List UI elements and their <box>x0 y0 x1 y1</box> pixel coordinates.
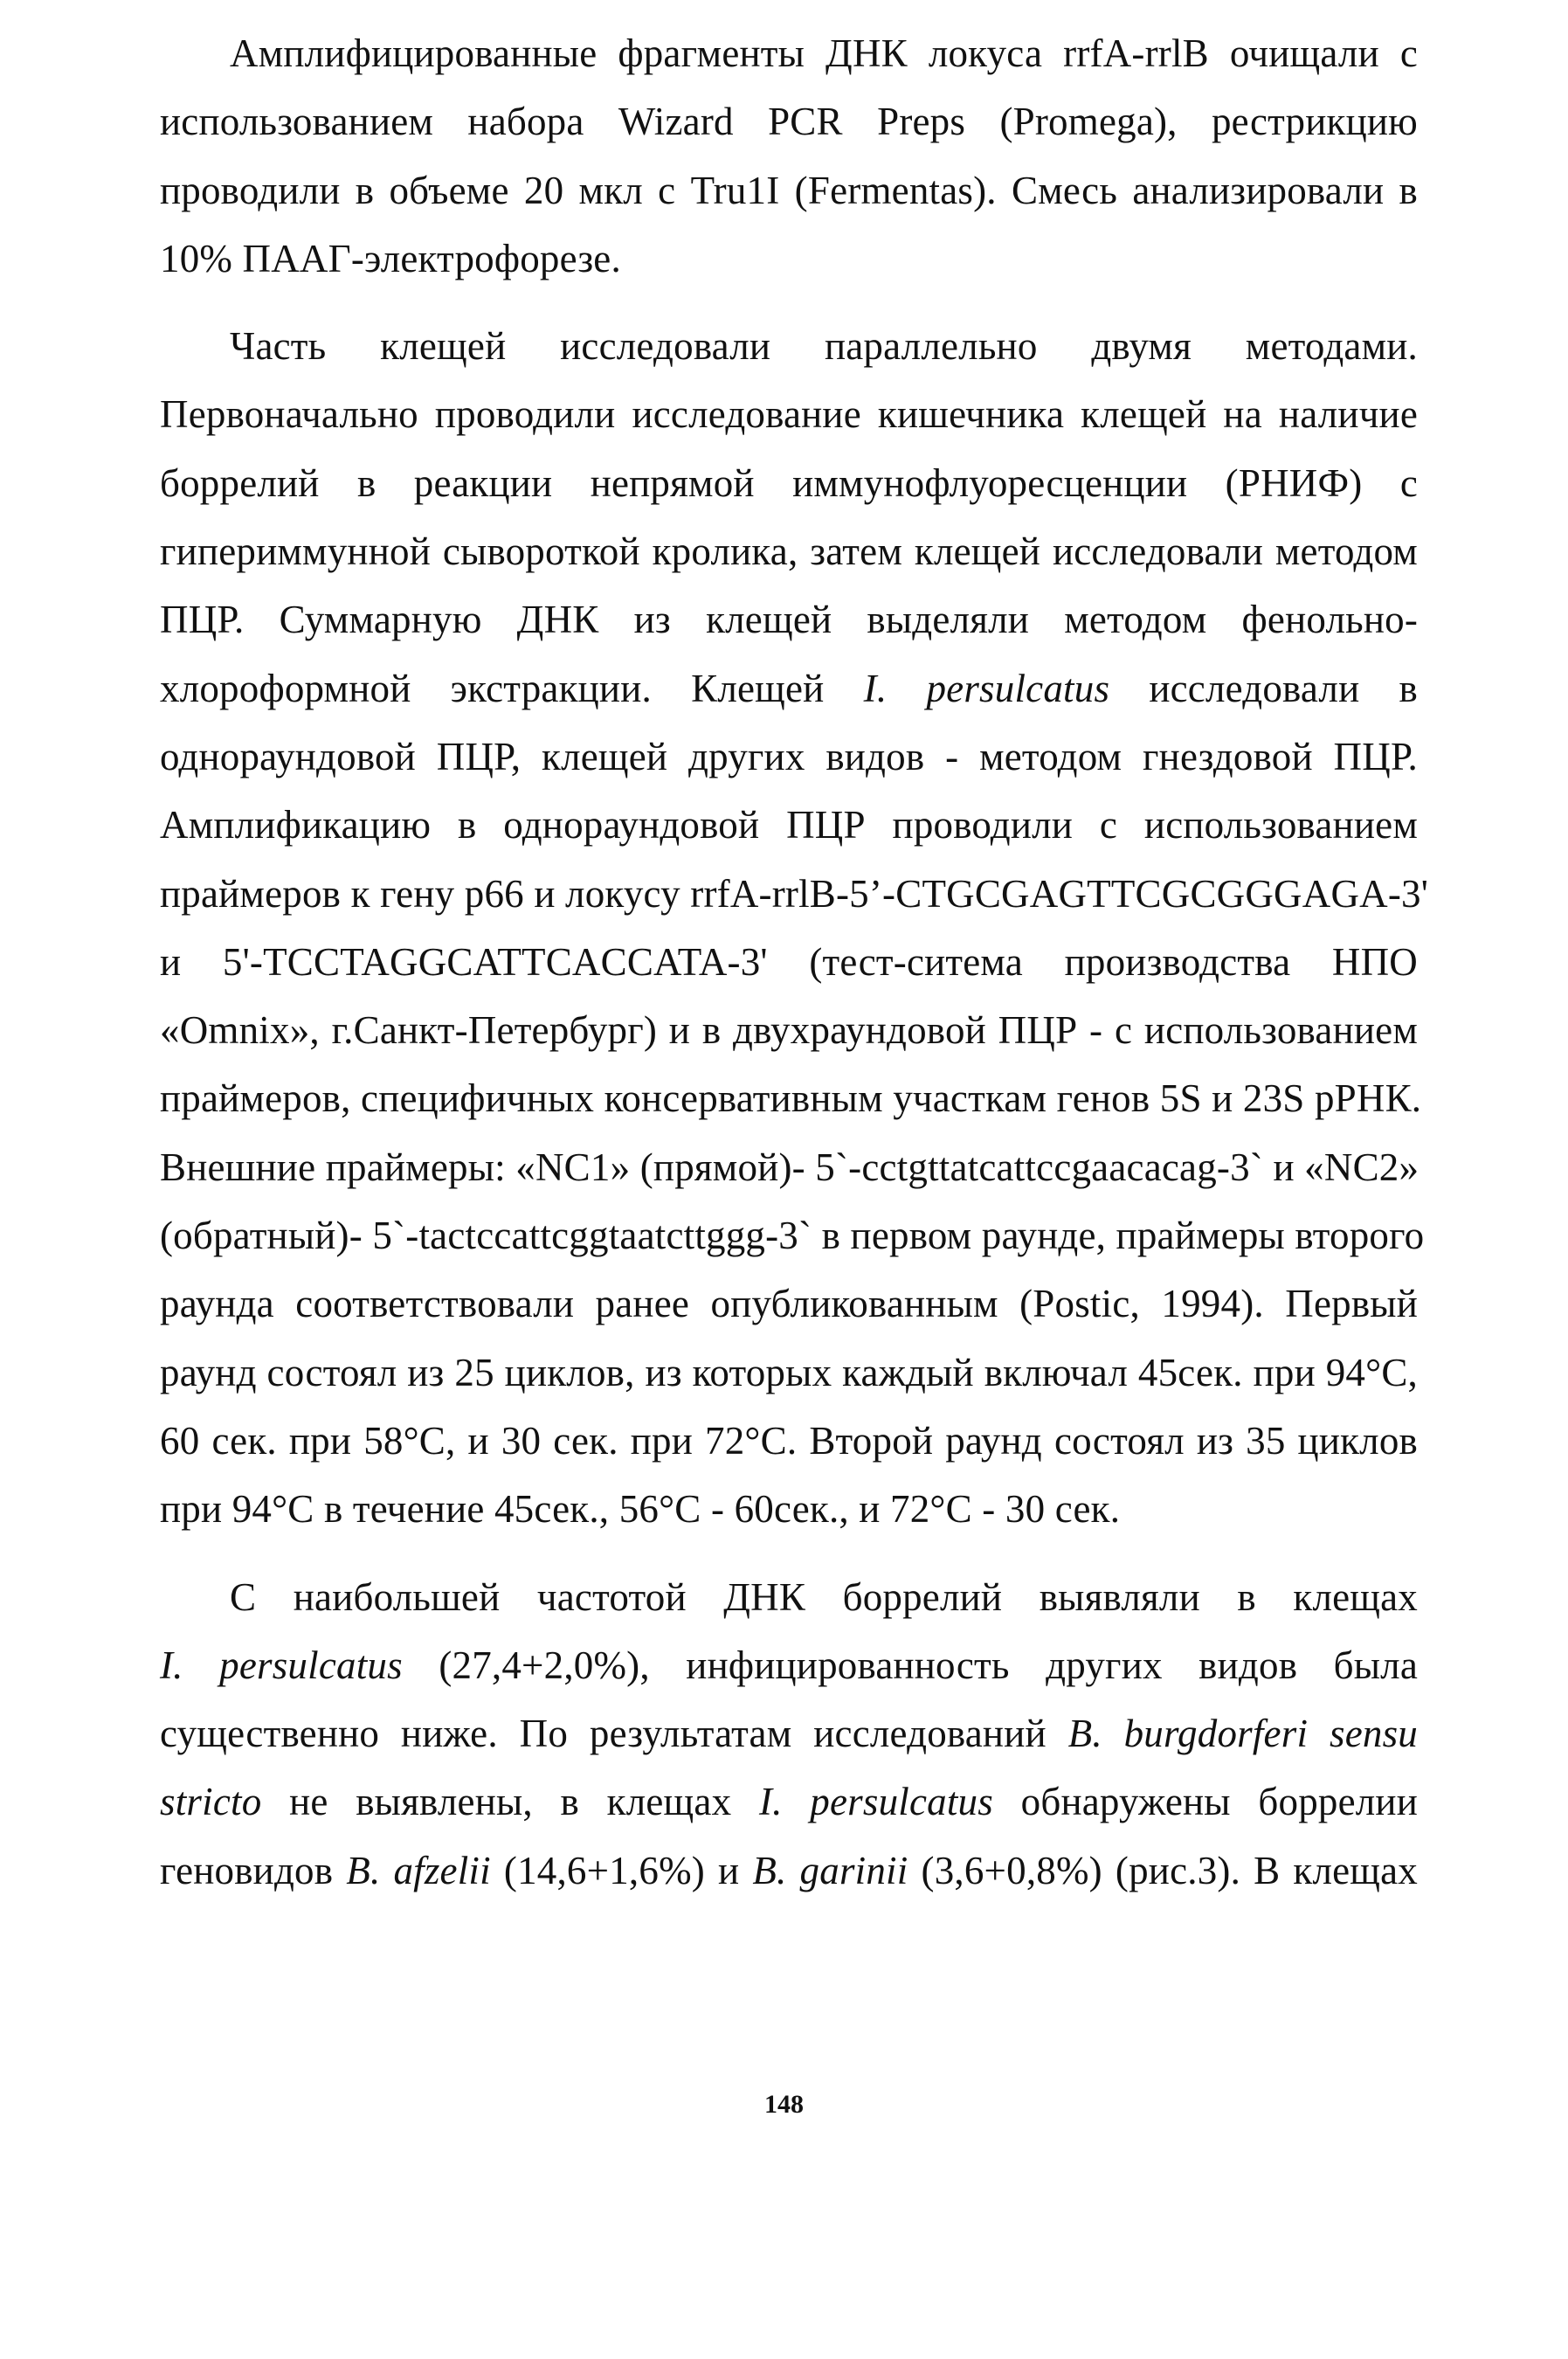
text-line: праймеров к гену p66 и локусу rrfA-rrlB-5’-CTGCGAGTTCGCGGGAGA-3' <box>160 871 1429 916</box>
text-line: stricto не выявлены, в клещах I. persulcatus обнаружены боррелии <box>160 1780 1418 1824</box>
text-line: раунд состоял из 25 циклов, из которых каждый включал 45сек. при 94°C, <box>160 1350 1418 1394</box>
paragraph-gap <box>160 293 1418 312</box>
text-line: и 5'-TCCTAGGCATTCACCATA-3' (тест-ситема производства НПО <box>160 939 1418 984</box>
text-line: Амплификацию в однораундовой ПЦР проводили с использованием <box>160 803 1418 847</box>
body-text <box>160 19 1429 1905</box>
text-line: С наибольшей частотой ДНК боррелий выявляли в клещах <box>230 1574 1418 1619</box>
text-line: I. persulcatus (27,4+2,0%), инфицированность других видов была <box>160 1643 1418 1687</box>
text-line: хлороформной экстракции. Клещей I. persulcatus исследовали в <box>160 666 1419 710</box>
text-line: (обратный)- 5`-tactccattcggtaatcttggg-3` в первом раунде, праймеры второго <box>160 1214 1425 1258</box>
text-line: Внешние праймеры: «NC1» (прямой)- 5`-cctgttatcattccgaacacag-3` и «NC2» <box>160 1145 1419 1189</box>
text-line: гипериммунной сывороткой кролика, затем клещей исследовали методом <box>160 529 1418 574</box>
text-line: «Omnix», г.Санкт-Петербург) и в двухраундовой ПЦР - с использованием <box>160 1008 1418 1053</box>
text-line: однораундовой ПЦР, клещей других видов - методом гнездовой ПЦР. <box>160 734 1418 778</box>
text-line: раунда соответствовали ранее опубликованным (Postic, 1994). Первый <box>160 1282 1418 1326</box>
text-line: существенно ниже. По результатам исследований B. burgdorferi sensu <box>160 1712 1418 1756</box>
text-line: 10% ПААГ-электрофорезе. <box>160 236 621 280</box>
page-number: 148 <box>764 2090 804 2119</box>
text-line: 60 сек. при 58°C, и 30 сек. при 72°C. Второй раунд состоял из 35 циклов <box>160 1418 1418 1463</box>
text-line: праймеров, специфичных консервативным участкам генов 5S и 23S рРНК. <box>160 1076 1422 1121</box>
paragraph-gap <box>160 1544 1418 1563</box>
text-line: ПЦР. Суммарную ДНК из клещей выделяли методом фенольно- <box>160 598 1418 642</box>
paragraph-1 <box>160 19 1418 293</box>
text-line: боррелий в реакции непрямой иммунофлуоресценции (РНИФ) с <box>160 460 1418 505</box>
paragraph-2 <box>160 312 1429 1543</box>
text-line: Первоначально проводили исследование кишечника клещей на наличие <box>160 392 1418 437</box>
text-line: использованием набора Wizard PCR Preps (Promega), рестрикцию <box>160 100 1418 144</box>
text-line: Часть клещей исследовали параллельно двумя методами. <box>230 324 1418 369</box>
text-line: геновидов B. afzelii (14,6+1,6%) и B. garinii (3,6+0,8%) (рис.3). В клещах <box>160 1848 1418 1892</box>
text-line: при 94°C в течение 45сек., 56°C - 60сек., и 72°C - 30 сек. <box>160 1487 1121 1532</box>
paragraph-3 <box>160 1563 1418 1905</box>
text-line: проводили в объеме 20 мкл с Tru1I (Fermentas). Смесь анализировали в <box>160 168 1418 212</box>
text-line: Амплифицированные фрагменты ДНК локуса rrfA-rrlB очищали с <box>230 31 1418 75</box>
